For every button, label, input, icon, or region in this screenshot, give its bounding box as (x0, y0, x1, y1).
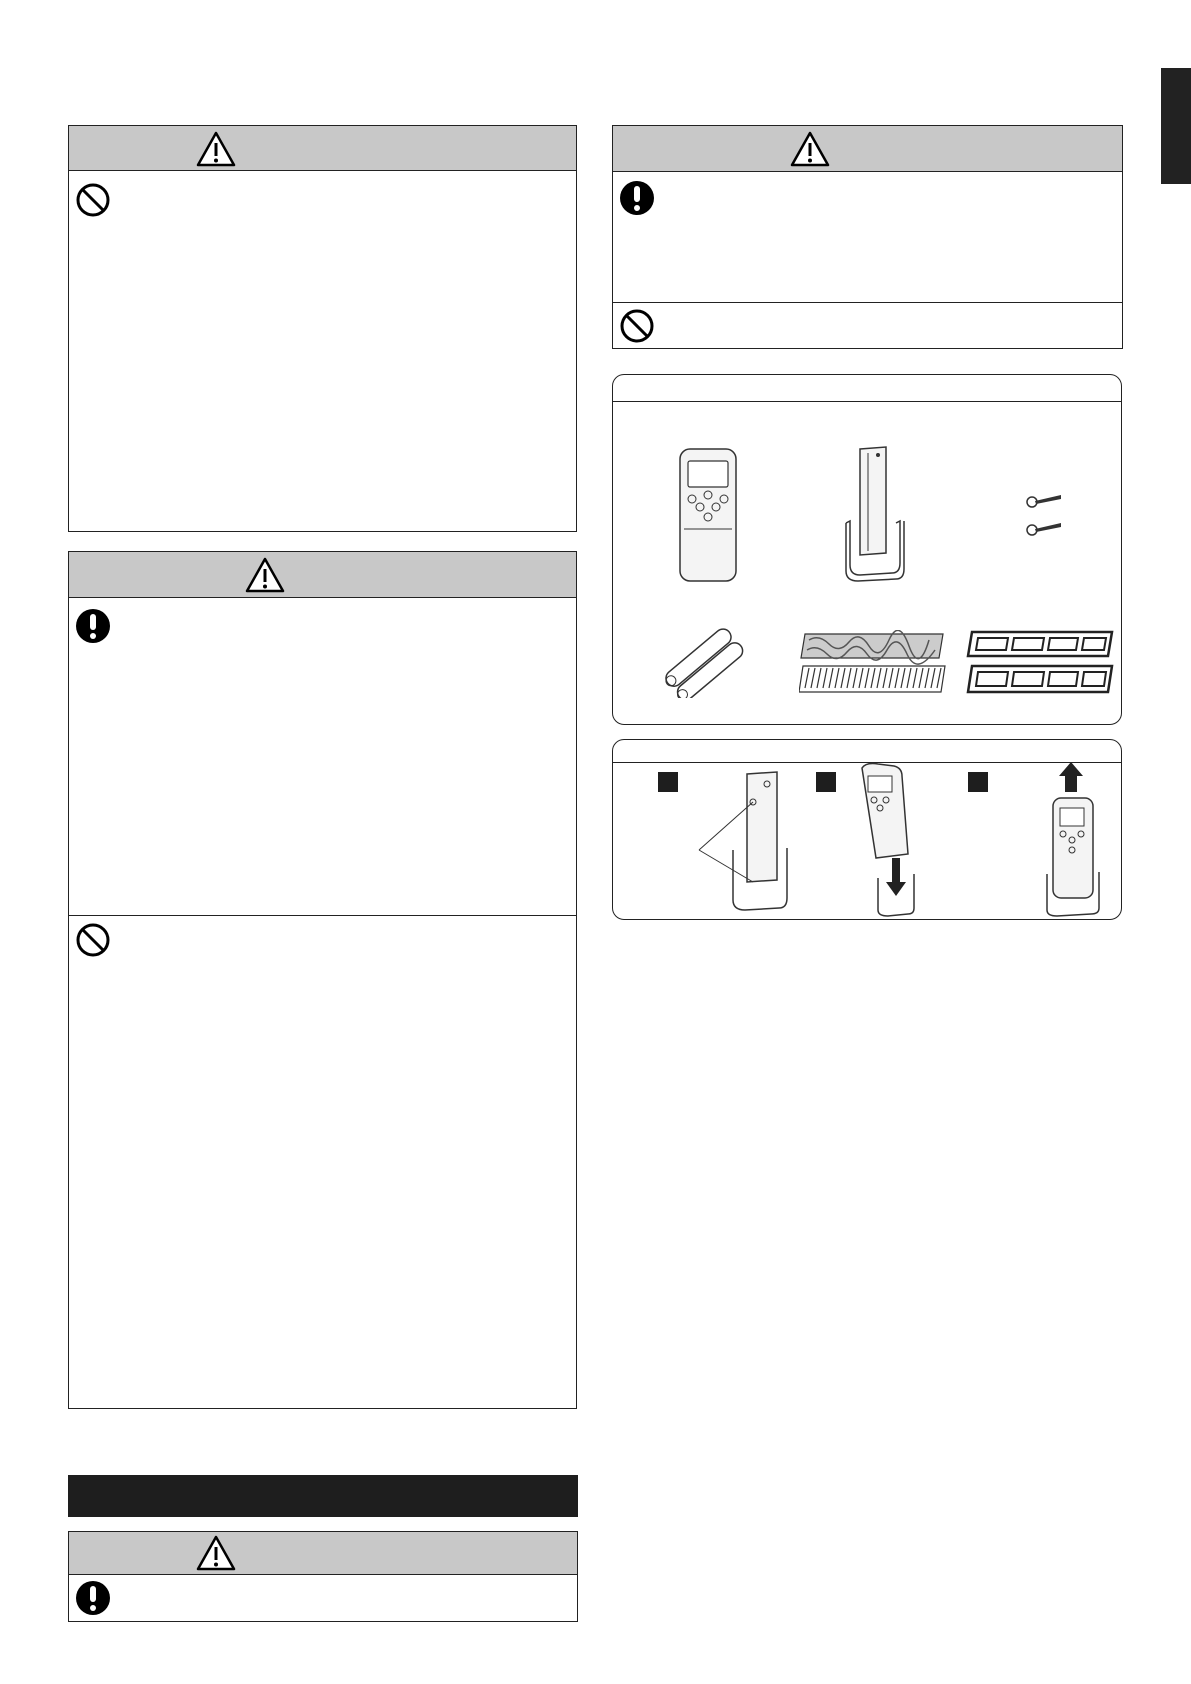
language-tab (1161, 68, 1191, 184)
installation-panel (612, 739, 1122, 920)
caution-header (69, 1532, 577, 1575)
screws-illustration (1025, 490, 1065, 540)
prohibited-circle-icon (75, 922, 111, 958)
mandatory-exclamation-icon (75, 1580, 111, 1616)
caution-box-1 (68, 125, 577, 532)
holder-screw-mount-illustration (695, 770, 795, 916)
caution-header (69, 126, 576, 171)
warning-triangle-icon (789, 130, 831, 168)
accessories-panel (612, 374, 1122, 725)
panel-header-line (613, 401, 1121, 402)
prohibited-circle-icon (619, 308, 655, 344)
caution-header (69, 552, 576, 598)
mandatory-exclamation-icon (75, 608, 111, 644)
mandatory-exclamation-icon (619, 180, 655, 216)
remove-remote-illustration (1041, 762, 1111, 918)
caution-box-4 (612, 125, 1123, 349)
filter-strips-illustration (799, 630, 949, 696)
step-1-marker (658, 772, 678, 792)
insert-remote-illustration (858, 762, 938, 918)
caution-header (613, 126, 1122, 172)
caution-box-3 (68, 1531, 578, 1622)
section-divider (613, 302, 1122, 303)
warning-triangle-icon (195, 130, 237, 168)
section-divider (69, 915, 576, 916)
section-title-band (68, 1475, 578, 1517)
batteries-illustration (653, 628, 753, 698)
step-2-marker (816, 772, 836, 792)
step-3-marker (968, 772, 988, 792)
warning-triangle-icon (244, 556, 286, 594)
prohibited-circle-icon (75, 182, 111, 218)
remote-control-illustration (678, 447, 738, 583)
caution-box-2 (68, 551, 577, 1409)
warning-triangle-icon (195, 1534, 237, 1572)
remote-holder-illustration (838, 443, 908, 585)
air-filters-illustration (966, 628, 1116, 698)
